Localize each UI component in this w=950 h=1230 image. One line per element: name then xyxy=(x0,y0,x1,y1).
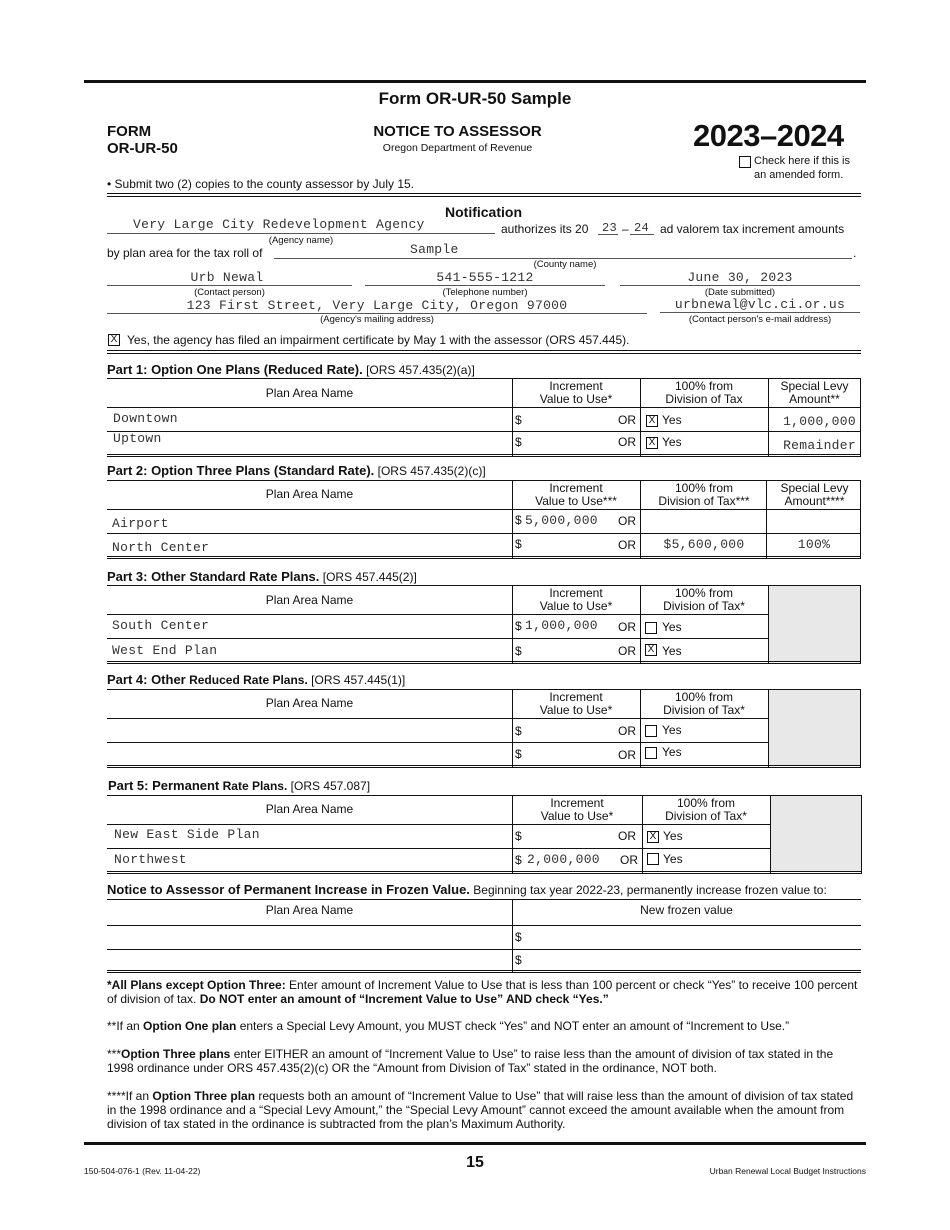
part1-top-rule xyxy=(107,378,861,379)
part3-top-rule xyxy=(107,585,861,586)
col-rule xyxy=(512,899,513,972)
yes-checkbox[interactable]: X xyxy=(647,831,659,843)
or-label: OR xyxy=(618,413,636,427)
year-to-field[interactable]: 24 xyxy=(634,221,650,235)
part3-col-division: 100% from Division of Tax* xyxy=(663,586,745,613)
email-line xyxy=(660,312,860,313)
col-rule xyxy=(640,378,641,456)
date-line xyxy=(620,285,860,286)
shaded-cell xyxy=(768,690,860,765)
yes-checkbox[interactable] xyxy=(645,725,657,737)
part4-top-rule xyxy=(107,689,861,690)
row-rule xyxy=(107,614,768,615)
col-rule xyxy=(642,795,643,873)
shaded-cell xyxy=(770,796,862,871)
period: . xyxy=(853,246,857,260)
plan-name-cell[interactable]: Northwest xyxy=(114,852,187,867)
col-rule xyxy=(766,480,767,558)
row-rule xyxy=(107,949,861,950)
row-rule xyxy=(107,663,861,664)
row-rule xyxy=(107,925,861,926)
frozen-dollar-2: $ xyxy=(515,953,522,967)
or-label: OR xyxy=(618,748,636,762)
divider xyxy=(107,350,861,351)
doc-title: Urban Renewal Local Budget Instructions xyxy=(709,1166,866,1176)
mailing-caption: (Agency's mailing address) xyxy=(320,314,434,325)
dollar-sign: $ xyxy=(515,724,522,738)
contact-caption: (Contact person) xyxy=(194,287,265,298)
impairment-text: Yes, the agency has filed an impairment certificate by May 1 with the assessor (ORS 457.445). xyxy=(127,333,630,347)
form-number: 150-504-076-1 (Rev. 11-04-22) xyxy=(84,1166,201,1176)
or-label: OR xyxy=(618,514,636,528)
date-caption: (Date submitted) xyxy=(704,287,776,298)
bottom-rule xyxy=(84,1142,866,1145)
part5-col-division: 100% from Division of Tax* xyxy=(665,796,747,823)
amended-text-2: an amended form. xyxy=(754,169,844,181)
or-label: OR xyxy=(618,435,636,449)
row-rule xyxy=(107,742,768,743)
year-from-field[interactable]: 23 xyxy=(602,221,618,235)
note-all-plans: *All Plans except Option Three: Enter amount of Increment Value to Use that is less than 100 percent or check “Yes” to receive 100 percent of division of tax. Do NOT enter an amount of “Increment Value to Use” AND check “Yes.” xyxy=(107,978,858,1006)
year-to-line xyxy=(630,234,654,235)
row-rule xyxy=(107,824,770,825)
dollar-sign: $ xyxy=(515,853,522,867)
notice-title: NOTICE TO ASSESSOR xyxy=(373,123,542,140)
row-rule xyxy=(107,556,861,557)
or-label: OR xyxy=(620,853,638,867)
notification-title: Notification xyxy=(445,204,522,220)
increment-cell[interactable]: 1,000,000 xyxy=(525,618,598,633)
part3-col-name: Plan Area Name xyxy=(265,593,354,607)
telephone-caption: (Telephone number) xyxy=(442,287,528,298)
county-caption: (County name) xyxy=(533,259,597,270)
contact-line xyxy=(107,285,352,286)
part1-heading: Part 1: Option One Plans (Reduced Rate). [ORS 457.435(2)(a)] xyxy=(107,362,475,377)
part1-col-name: Plan Area Name xyxy=(265,386,354,400)
increment-cell[interactable]: 2,000,000 xyxy=(527,852,600,867)
col-rule xyxy=(640,585,641,663)
part5-heading: Part 5: Permanent Rate Plans. [ORS 457.087] xyxy=(108,778,371,793)
yes-label: Yes xyxy=(663,852,683,866)
divider xyxy=(107,353,861,354)
part4-col-increment: Increment Value to Use* xyxy=(539,690,613,717)
dollar-sign: $ xyxy=(515,829,522,843)
col-rule xyxy=(512,585,513,663)
row-rule xyxy=(107,970,861,971)
division-cell[interactable]: $5,600,000 xyxy=(663,537,745,552)
mailing-address-field[interactable]: 123 First Street, Very Large City, Oregon 97000 xyxy=(186,298,568,313)
part1-col-division: 100% from Division of Tax xyxy=(665,379,743,406)
part3-col-increment: Increment Value to Use* xyxy=(539,586,613,613)
authorizes-text: authorizes its 20 xyxy=(501,222,589,236)
yes-label: Yes xyxy=(662,620,682,634)
row-rule xyxy=(107,848,770,849)
row-rule xyxy=(107,558,861,559)
part4-col-division: 100% from Division of Tax* xyxy=(663,690,745,717)
amended-checkbox[interactable] xyxy=(739,156,751,168)
col-rule xyxy=(640,480,641,558)
yes-label: Yes xyxy=(663,829,683,843)
row-rule xyxy=(107,661,861,662)
agency-name-field[interactable]: Very Large City Redevelopment Agency xyxy=(133,217,425,232)
impairment-checkbox[interactable]: X xyxy=(108,334,120,346)
yes-checkbox[interactable] xyxy=(645,622,657,634)
row-rule xyxy=(107,765,861,766)
col-rule xyxy=(512,378,513,456)
telephone-line xyxy=(365,285,605,286)
email-field[interactable]: urbnewal@vlc.ci.or.us xyxy=(674,297,846,312)
row-rule xyxy=(107,454,861,455)
row-rule xyxy=(107,972,861,973)
date-submitted-field[interactable]: June 30, 2023 xyxy=(687,270,793,285)
col-rule xyxy=(861,795,862,873)
col-rule xyxy=(768,378,769,456)
or-label: OR xyxy=(618,538,636,552)
dollar-sign: $ xyxy=(515,644,522,658)
row-rule xyxy=(107,533,861,534)
plan-name-cell[interactable]: South Center xyxy=(112,618,210,633)
county-name-field[interactable]: Sample xyxy=(410,242,459,257)
levy-cell[interactable]: 1,000,000 xyxy=(783,414,856,429)
agency-caption: (Agency name) xyxy=(268,235,334,246)
year-from-line xyxy=(598,234,618,235)
yes-checkbox[interactable]: X xyxy=(646,415,658,427)
frozen-heading: Notice to Assessor of Permanent Increase in Frozen Value. Beginning tax year 2022-23, permanently increase frozen value to: xyxy=(107,882,827,897)
plan-name-cell[interactable]: Airport xyxy=(112,516,169,531)
row-rule xyxy=(107,873,862,874)
tax-year: 2023–2024 xyxy=(693,118,844,153)
or-label: OR xyxy=(618,724,636,738)
page-title: Form OR-UR-50 Sample xyxy=(378,89,572,108)
row-rule xyxy=(107,509,861,510)
part3-heading: Part 3: Other Standard Rate Plans. [ORS 457.445(2)] xyxy=(107,569,417,584)
col-rule xyxy=(640,689,641,767)
levy-cell[interactable]: Remainder xyxy=(783,438,856,453)
col-rule xyxy=(512,480,513,558)
col-rule xyxy=(768,585,769,663)
yes-label: Yes xyxy=(662,745,682,759)
plan-name-cell[interactable]: West End Plan xyxy=(112,643,218,658)
part1-col-increment: Increment Value to Use* xyxy=(539,379,613,406)
ad-valorem-text: ad valorem tax increment amounts xyxy=(660,222,845,236)
or-label: OR xyxy=(618,829,636,843)
col-rule xyxy=(860,689,861,767)
part2-col-division: 100% from Division of Tax*** xyxy=(658,481,750,508)
col-rule xyxy=(768,689,769,767)
or-label: OR xyxy=(618,620,636,634)
form-label: FORM OR-UR-50 xyxy=(107,123,178,157)
email-caption: (Contact person's e-mail address) xyxy=(688,314,832,325)
page-number: 15 xyxy=(466,1154,484,1171)
yes-checkbox[interactable] xyxy=(647,853,659,865)
yes-label: Yes xyxy=(662,413,682,427)
telephone-field[interactable]: 541-555-1212 xyxy=(436,270,534,285)
part2-top-rule xyxy=(107,480,861,481)
divider xyxy=(107,193,861,194)
shaded-cell xyxy=(768,586,860,661)
row-rule xyxy=(107,407,861,408)
levy-cell[interactable]: 100% xyxy=(797,537,831,552)
department: Oregon Department of Revenue xyxy=(382,142,533,154)
row-rule xyxy=(107,767,861,768)
part4-heading: Part 4: Other Reduced Rate Plans. [ORS 457.445(1)] xyxy=(107,672,406,687)
row-rule xyxy=(107,871,862,872)
note-option-three: ***Option Three plans enter EITHER an amount of “Increment Value to Use” to raise less than the amount of division of tax stated in the 1998 ordinance under ORS 457.435(2)(c) OR the “Amount from Division of Tax” stated in the ordinance, NOT both. xyxy=(107,1047,834,1075)
col-rule xyxy=(860,480,861,558)
yes-checkbox[interactable] xyxy=(645,747,657,759)
yes-label: Yes xyxy=(662,644,682,658)
part2-col-name: Plan Area Name xyxy=(265,487,354,501)
yes-checkbox[interactable]: X xyxy=(646,437,658,449)
note-option-one: **If an Option One plan enters a Special Levy Amount, you MUST check “Yes” and NOT enter an amount of “Increment to Use.” xyxy=(107,1019,790,1033)
yes-label: Yes xyxy=(662,723,682,737)
row-rule xyxy=(107,718,768,719)
dollar-sign: $ xyxy=(515,513,522,527)
year-dash: – xyxy=(622,222,629,236)
frozen-dollar-1: $ xyxy=(515,930,522,944)
plan-name-cell[interactable]: Downtown xyxy=(113,411,178,426)
col-rule xyxy=(860,378,861,456)
row-rule xyxy=(107,638,768,639)
dollar-sign: $ xyxy=(515,537,522,551)
part4-col-name: Plan Area Name xyxy=(265,696,354,710)
plan-name-cell[interactable]: New East Side Plan xyxy=(114,827,260,842)
frozen-col-value: New frozen value xyxy=(640,903,733,917)
row-rule xyxy=(107,456,861,457)
part5-col-increment: Increment Value to Use* xyxy=(540,796,614,823)
plan-name-cell[interactable]: North Center xyxy=(112,540,210,555)
yes-checkbox[interactable]: X xyxy=(645,644,657,656)
part2-col-increment: Increment Value to Use*** xyxy=(535,481,617,508)
frozen-col-name: Plan Area Name xyxy=(265,903,354,917)
frozen-top-rule xyxy=(107,899,861,900)
col-rule xyxy=(770,795,771,873)
dollar-sign: $ xyxy=(515,435,522,449)
increment-cell[interactable]: 5,000,000 xyxy=(525,513,598,528)
plan-name-cell[interactable]: Uptown xyxy=(113,431,162,446)
col-rule xyxy=(512,795,513,873)
or-label: OR xyxy=(618,644,636,658)
part1-col-levy: Special Levy Amount** xyxy=(780,379,849,406)
by-plan-text: by plan area for the tax roll of xyxy=(107,246,263,260)
dollar-sign: $ xyxy=(515,619,522,633)
note-special-levy: ****If an Option Three plan requests both an amount of “Increment Value to Use” that will raise less than the amount of division of tax stated in the 1998 ordinance and a “Special Levy Amount,” the “Special Levy Amount” cannot exceed the amount available when the amount from division of tax stated in the ordinance is subtracted from the plan’s Maximum Authority. xyxy=(107,1089,854,1131)
yes-label: Yes xyxy=(662,435,682,449)
divider xyxy=(107,196,861,197)
part5-top-rule xyxy=(107,795,861,796)
dollar-sign: $ xyxy=(515,413,522,427)
agency-name-line xyxy=(107,233,495,234)
submit-note: • Submit two (2) copies to the county assessor by July 15. xyxy=(107,177,415,191)
dollar-sign: $ xyxy=(515,747,522,761)
part5-col-name: Plan Area Name xyxy=(265,802,354,816)
row-rule xyxy=(107,431,861,432)
col-rule xyxy=(512,689,513,767)
amended-text-1: Check here if this is xyxy=(754,155,850,167)
top-rule xyxy=(84,80,866,83)
part2-heading: Part 2: Option Three Plans (Standard Rate). [ORS 457.435(2)(c)] xyxy=(107,463,486,478)
part2-col-levy: Special Levy Amount**** xyxy=(780,481,849,508)
contact-person-field[interactable]: Urb Newal xyxy=(190,270,264,285)
col-rule xyxy=(860,585,861,663)
